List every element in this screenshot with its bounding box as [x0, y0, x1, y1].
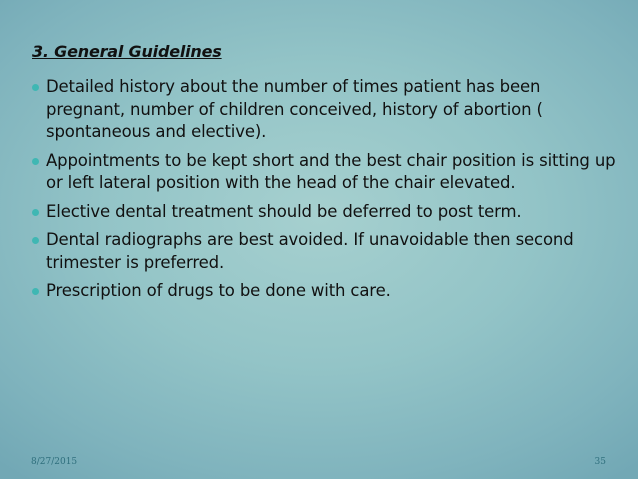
bullet-text: Dental radiographs are best avoided. If unavoidable then second trimester is preferred.: [46, 230, 574, 272]
bullet-text: Detailed history about the number of times patient has been pregnant, number of children conceived, history of abortion ( spontaneous and elective).: [46, 77, 543, 141]
bullet-dot-icon: [32, 84, 39, 91]
bullet-text: Appointments to be kept short and the best chair position is sitting up or left lateral position with the head of the chair elevated.: [46, 150, 616, 192]
bullet-dot-icon: [32, 237, 39, 244]
bullet-dot-icon: [32, 209, 39, 216]
bullet-item: [32, 201, 618, 224]
bullet-dot-icon: [32, 158, 39, 165]
bullet-dot-icon: [32, 288, 39, 295]
bullet-item: [32, 229, 618, 274]
bullet-list: [32, 76, 618, 309]
slide-heading: 3. General Guidelines: [32, 42, 222, 61]
page-number: 35: [594, 457, 606, 467]
bullet-text: Elective dental treatment should be deferred to post term.: [46, 201, 522, 221]
footer-date: 8/27/2015: [31, 457, 78, 467]
bullet-text: Prescription of drugs to be done with care.: [46, 281, 391, 300]
bullet-item: [32, 280, 618, 303]
bullet-item: [32, 150, 618, 195]
bullet-item: [32, 76, 618, 144]
